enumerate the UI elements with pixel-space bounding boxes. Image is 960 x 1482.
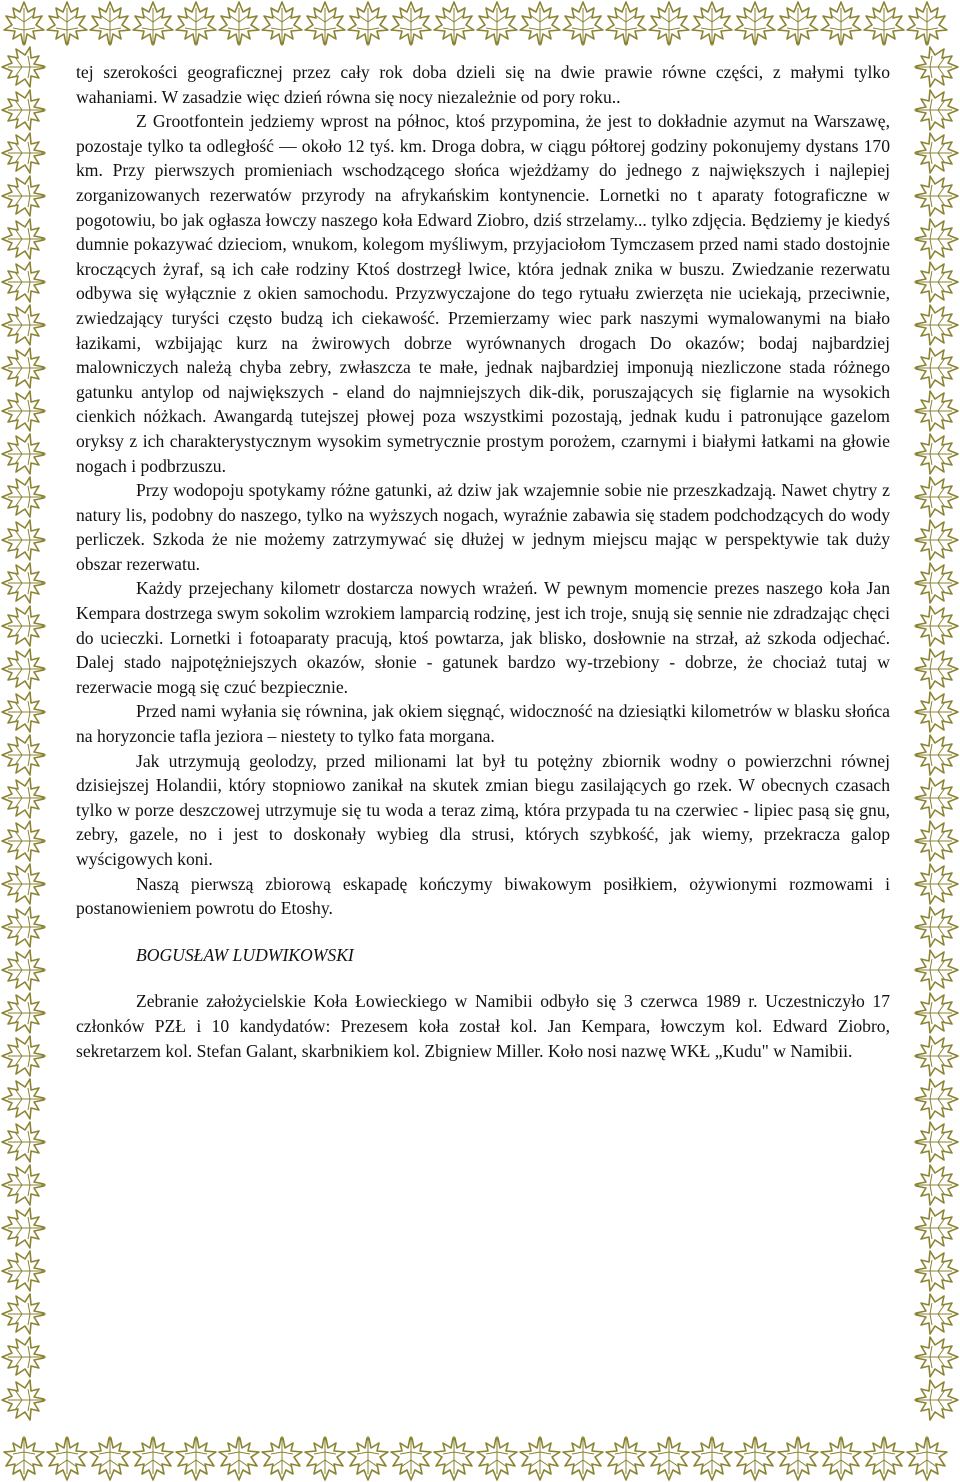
paragraph-6: Jak utrzymują geolodzy, przed milionami lat był tu potężny zbiornik wodny o powierzchni równej dzisiejszej Holandii, który stopniowo zanikał na skutek zmian biegu zasilających go rzek. W obecnych czasach tylko w porze deszczowej utrzymuje się tu woda a teraz zimą, która przypada tu na czerwiec - lipiec pasą się gnu, zebry, gazele, no i jest to doskonały wybieg dla strusi, których szybkość, jak wiemy, przekracza galop wyścigowych koni. (76, 750, 890, 869)
maple-leaf-icon (914, 1380, 958, 1420)
maple-leaf-icon (692, 2, 732, 46)
maple-leaf-icon (914, 993, 958, 1033)
maple-leaf-icon (4, 2, 44, 46)
maple-leaf-icon (914, 477, 958, 517)
maple-leaf-icon (2, 391, 46, 431)
maple-leaf-icon (914, 305, 958, 345)
maple-leaf-icon (914, 520, 958, 560)
maple-leaf-icon (2, 1165, 46, 1205)
maple-leaf-icon (914, 219, 958, 259)
maple-leaf-icon (914, 778, 958, 818)
maple-leaf-icon (391, 2, 431, 46)
paragraph-1: tej szerokości geograficznej przez cały rok doba dzieli się na dwie prawie równe części, z małymi tylko wahaniami. W zasadzie więc dzień równa się nocy niezależnie od pory roku.. (76, 62, 890, 107)
maple-leaf-icon (914, 348, 958, 388)
maple-leaf-icon (305, 2, 345, 46)
maple-leaf-icon (914, 1251, 958, 1291)
maple-leaf-icon (2, 1294, 46, 1334)
maple-leaf-icon (2, 133, 46, 173)
maple-leaf-icon (907, 2, 947, 46)
maple-leaf-icon (692, 1436, 732, 1480)
maple-leaf-icon (914, 1036, 958, 1076)
maple-leaf-icon (563, 1436, 603, 1480)
maple-leaf-icon (2, 1079, 46, 1119)
maple-leaf-icon (735, 1436, 775, 1480)
maple-leaf-icon (90, 2, 130, 46)
maple-leaf-icon (520, 2, 560, 46)
maple-leaf-icon (2, 606, 46, 646)
maple-leaf-icon (2, 778, 46, 818)
maple-leaf-icon (2, 477, 46, 517)
maple-leaf-icon (649, 2, 689, 46)
maple-leaf-icon (2, 649, 46, 689)
maple-leaf-icon (47, 2, 87, 46)
maple-leaf-icon (219, 2, 259, 46)
maple-leaf-icon (778, 2, 818, 46)
maple-leaf-icon (176, 1436, 216, 1480)
maple-leaf-icon (2, 735, 46, 775)
maple-leaf-icon (914, 1122, 958, 1162)
maple-leaf-icon (2, 993, 46, 1033)
maple-leaf-icon (914, 950, 958, 990)
maple-leaf-icon (864, 1436, 904, 1480)
maple-leaf-icon (914, 692, 958, 732)
maple-leaf-icon (477, 1436, 517, 1480)
maple-leaf-icon (133, 1436, 173, 1480)
maple-leaf-icon (477, 2, 517, 46)
maple-leaf-icon (914, 434, 958, 474)
maple-leaf-icon (348, 1436, 388, 1480)
paragraph-2: Z Grootfontein jedziemy wprost na północ, ktoś przypomina, że jest to dokładnie azymut na Warszawę, pozostaje tylko ta odległość — około 12 tyś. km. Droga dobra, w ciągu półtorej godziny pokonujemy dystans 170 km. Przy pierwszych promieniach wschodzącego słońca wjeżdżamy do jednego z największych i najlepiej zorganizowanych rezerwatów przyrody na afrykańskim kontynencie. Lornetki no t aparaty fotograficzne w pogotowiu, bo jak ogłasza łowczy naszego koła Edward Ziobro, dziś strzelamy... tylko zdjęcia. Będziemy je kiedyś dumnie pokazywać dzieciom, wnukom, kolegom myśliwym, przyjaciołom Tymczasem przed nami stado dostojnie kroczących żyraf, są ich całe rodziny Ktoś dostrzegł lwice, która jednak znika w buszu. Zwiedzanie rezerwatu odbywa się wyłącznie z okien samochodu. Przyzwyczajone do tego rytuału zwierzęta nie uciekają, przeciwnie, zwiedzający turyści często budzą ich ciekawość. Przemierzamy wiec park naszymi wymalowanymi na biało łazikami, wzbijając kurz na żwirowych dobrze wyrównanych drogach Do okazów; bodaj najbardziej malowniczych należą chyba zebry, zwłaszcza te małe, jednak najbardziej imponują niezliczone stada różnego gatunku antylop od największych - eland do najmniejszych dik-dik, poruszających się figlarnie na wysokich cienkich nóżkach. Awangardą tutejszej płowej poza wszystkimi pozostają, jednak kudu i patronujące gazelom oryksy z ich charakterystycznym wysokim symetrycznie prostym porożem, czarnymi i białymi łatkami na głowie nogach i podbrzuszu. (76, 111, 890, 476)
maple-leaf-icon (2, 305, 46, 345)
maple-leaf-icon (914, 907, 958, 947)
maple-leaf-icon (606, 2, 646, 46)
maple-leaf-icon (649, 1436, 689, 1480)
paragraph-3: Przy wodopoju spotykamy różne gatunki, aż dziw jak wzajemnie sobie nie przeszkadzają. Nawet chytry z natury lis, podobny do naszego, tylko na wyższych nogach, wyraźnie zabawia się stadem podchodzących do wody perliczek. Szkoda że nie możemy zatrzymywać się dłużej w jednym miejscu mając w perspektywie tak duży obszar rezerwatu. (76, 480, 890, 574)
maple-leaf-icon (914, 735, 958, 775)
maple-leaf-icon (262, 1436, 302, 1480)
maple-leaf-icon (2, 219, 46, 259)
maple-leaf-icon (2, 176, 46, 216)
maple-leaf-icon (914, 1208, 958, 1248)
maple-leaf-icon (914, 1079, 958, 1119)
maple-leaf-icon (2, 1208, 46, 1248)
maple-leaf-icon (2, 348, 46, 388)
maple-leaf-icon (2, 1122, 46, 1162)
maple-leaf-icon (821, 1436, 861, 1480)
maple-leaf-icon (864, 2, 904, 46)
maple-leaf-icon (821, 2, 861, 46)
maple-leaf-icon (914, 649, 958, 689)
maple-leaf-icon (2, 47, 46, 87)
maple-leaf-icon (914, 821, 958, 861)
maple-leaf-icon (606, 1436, 646, 1480)
maple-leaf-icon (90, 1436, 130, 1480)
maple-leaf-icon (914, 1294, 958, 1334)
maple-leaf-icon (391, 1436, 431, 1480)
maple-leaf-icon (2, 1337, 46, 1377)
maple-leaf-icon (2, 563, 46, 603)
maple-leaf-icon (133, 2, 173, 46)
paragraph-4: Każdy przejechany kilometr dostarcza nowych wrażeń. W pewnym momencie prezes naszego koła Jan Kempara dostrzega swym sokolim wzrokiem lamparcią rodzinę, jest ich troje, snują się sennie nie zdradzając chęci do ucieczki. Lornetki i fotoaparaty pracują, ktoś powtarza, jak blisko, dosłownie na strzał, aż szkoda odjechać. Dalej stado najpotężniejszych okazów, słonie - gatunek bardzo wy-trzebiony - dobrze, że chociaż tutaj w rezerwacie mogą się czuć bezpiecznie. (76, 578, 890, 697)
maple-leaf-icon (2, 692, 46, 732)
maple-leaf-icon (2, 1036, 46, 1076)
document-body (76, 60, 890, 1063)
maple-leaf-icon (262, 2, 302, 46)
closing-paragraph: Zebranie założycielskie Koła Łowieckiego w Namibii odbyło się 3 czerwca 1989 r. Uczestniczyło 17 członków PZŁ i 10 kandydatów: Prezesem koła został kol. Jan Kempara, łowczym kol. Edward Ziobro, sekretarzem kol. Stefan Galant, skarbnikiem kol. Zbigniew Miller. Koło nosi nazwę WKŁ „Kudu" w Namibii. (76, 991, 890, 1061)
maple-leaf-icon (2, 262, 46, 302)
maple-leaf-icon (2, 90, 46, 130)
maple-leaf-icon (2, 864, 46, 904)
maple-leaf-icon (2, 434, 46, 474)
maple-leaf-icon (2, 950, 46, 990)
maple-leaf-icon (2, 821, 46, 861)
maple-leaf-icon (914, 563, 958, 603)
maple-leaf-icon (2, 907, 46, 947)
maple-leaf-icon (914, 133, 958, 173)
maple-leaf-icon (914, 1337, 958, 1377)
maple-leaf-icon (735, 2, 775, 46)
maple-leaf-icon (914, 47, 958, 87)
maple-leaf-icon (914, 262, 958, 302)
maple-leaf-icon (563, 2, 603, 46)
paragraph-7: Naszą pierwszą zbiorową eskapadę kończymy biwakowym posiłkiem, ożywionymi rozmowami i postanowieniem powrotu do Etoshy. (76, 873, 890, 919)
maple-leaf-icon (914, 1165, 958, 1205)
maple-leaf-icon (434, 1436, 474, 1480)
paragraph-5: Przed nami wyłania się równina, jak okiem sięgnąć, widoczność na dziesiątki kilometrów w blasku słońca na horyzoncie tafla jeziora – niestety to tylko fata morgana. (76, 701, 890, 747)
maple-leaf-icon (914, 90, 958, 130)
maple-leaf-icon (305, 1436, 345, 1480)
maple-leaf-icon (520, 1436, 560, 1480)
maple-leaf-icon (219, 1436, 259, 1480)
maple-leaf-icon (2, 520, 46, 560)
maple-leaf-icon (434, 2, 474, 46)
maple-leaf-icon (348, 2, 388, 46)
author-signature: BOGUSŁAW LUDWIKOWSKI (136, 944, 354, 965)
maple-leaf-icon (907, 1436, 947, 1480)
maple-leaf-icon (914, 606, 958, 646)
maple-leaf-icon (4, 1436, 44, 1480)
maple-leaf-icon (47, 1436, 87, 1480)
maple-leaf-icon (914, 864, 958, 904)
maple-leaf-icon (2, 1380, 46, 1420)
maple-leaf-icon (176, 2, 216, 46)
maple-leaf-icon (778, 1436, 818, 1480)
maple-leaf-icon (2, 1251, 46, 1291)
maple-leaf-icon (914, 391, 958, 431)
maple-leaf-icon (914, 176, 958, 216)
